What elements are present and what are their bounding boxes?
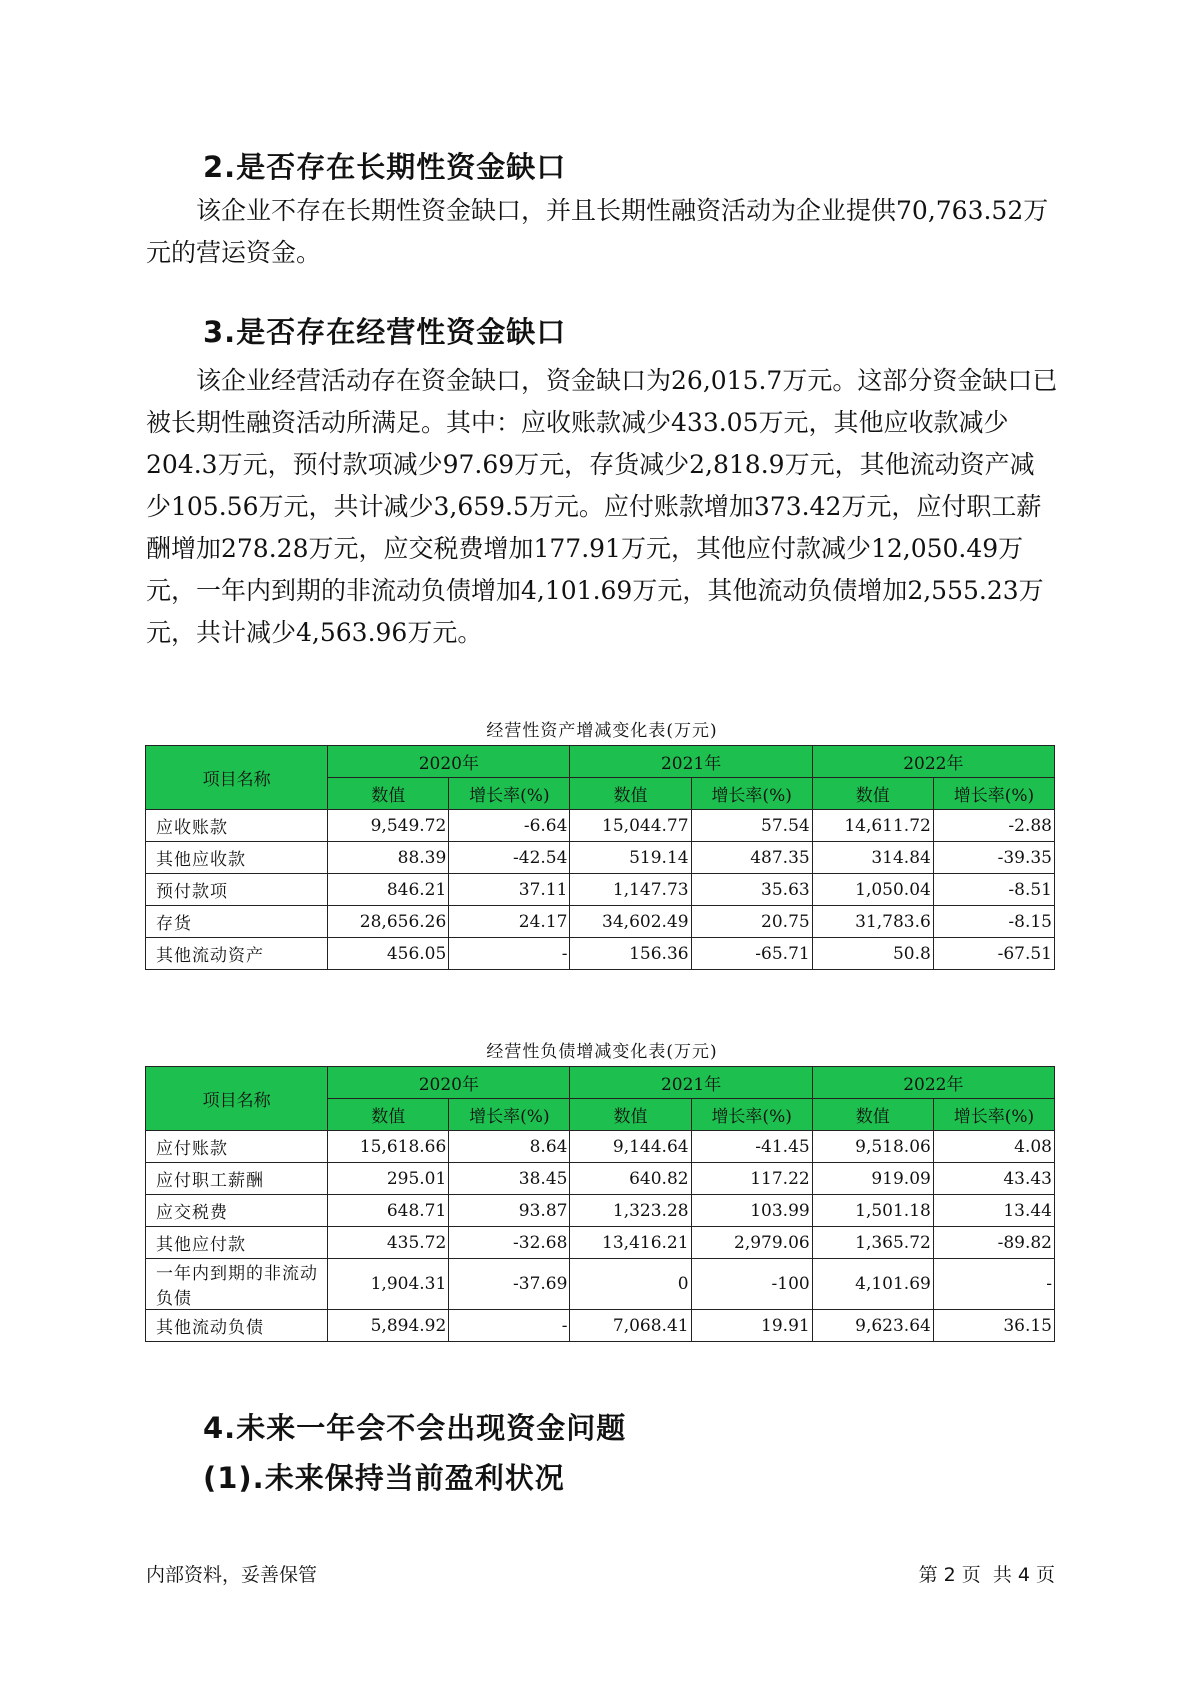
- section-2-heading: 2.是否存在长期性资金缺口: [203, 150, 567, 184]
- table-row: [146, 938, 1055, 970]
- item-name-header: 项目名称: [146, 746, 328, 810]
- growth-rate-cell: 38.45: [449, 1163, 570, 1195]
- value-header: 数值: [812, 778, 933, 810]
- section-2-paragraph: [146, 190, 1058, 274]
- row-item-name: 其他流动负债: [146, 1310, 328, 1342]
- value-cell: 314.84: [812, 842, 933, 874]
- growth-rate-header: 增长率(%): [933, 778, 1054, 810]
- year-header-2020: 2020年: [328, 1067, 570, 1099]
- section-3-heading: 3.是否存在经营性资金缺口: [203, 315, 567, 349]
- growth-rate-cell: 37.11: [449, 874, 570, 906]
- row-item-name: 应收账款: [146, 810, 328, 842]
- year-header-2021: 2021年: [570, 1067, 812, 1099]
- growth-rate-cell: -89.82: [933, 1227, 1054, 1259]
- item-name-header: 项目名称: [146, 1067, 328, 1131]
- row-item-name: 其他流动资产: [146, 938, 328, 970]
- value-cell: 519.14: [570, 842, 691, 874]
- value-cell: 7,068.41: [570, 1310, 691, 1342]
- liabilities-table-body: [146, 1131, 1055, 1342]
- table-row: [146, 842, 1055, 874]
- value-cell: 28,656.26: [328, 906, 449, 938]
- growth-rate-cell: 8.64: [449, 1131, 570, 1163]
- growth-rate-cell: 35.63: [691, 874, 812, 906]
- value-cell: 14,611.72: [812, 810, 933, 842]
- value-cell: 919.09: [812, 1163, 933, 1195]
- value-cell: 9,549.72: [328, 810, 449, 842]
- growth-rate-cell: 36.15: [933, 1310, 1054, 1342]
- value-cell: 1,904.31: [328, 1259, 449, 1310]
- value-cell: 15,044.77: [570, 810, 691, 842]
- growth-rate-cell: 43.43: [933, 1163, 1054, 1195]
- section-2-text: 该企业不存在长期性资金缺口，并且长期性融资活动为企业提供70,763.52万元的营运资金。: [146, 196, 1049, 267]
- assets-table-year-row: [146, 746, 1055, 778]
- growth-rate-cell: -37.69: [449, 1259, 570, 1310]
- row-item-name: 应付账款: [146, 1131, 328, 1163]
- year-header-2022: 2022年: [812, 746, 1054, 778]
- year-header-2022: 2022年: [812, 1067, 1054, 1099]
- table-row: [146, 1195, 1055, 1227]
- value-cell: 1,501.18: [812, 1195, 933, 1227]
- growth-rate-header: 增长率(%): [933, 1099, 1054, 1131]
- liabilities-table-caption: 经营性负债增减变化表(万元): [486, 1042, 718, 1062]
- growth-rate-cell: 24.17: [449, 906, 570, 938]
- value-cell: 456.05: [328, 938, 449, 970]
- growth-rate-cell: 2,979.06: [691, 1227, 812, 1259]
- growth-rate-cell: -42.54: [449, 842, 570, 874]
- row-item-name: 应交税费: [146, 1195, 328, 1227]
- table-row: [146, 906, 1055, 938]
- table-row: [146, 1163, 1055, 1195]
- value-cell: 1,050.04: [812, 874, 933, 906]
- section-3-paragraph: [146, 360, 1058, 654]
- table-row: [146, 1131, 1055, 1163]
- growth-rate-cell: 93.87: [449, 1195, 570, 1227]
- value-header: 数值: [570, 1099, 691, 1131]
- value-cell: 1,323.28: [570, 1195, 691, 1227]
- value-cell: 435.72: [328, 1227, 449, 1259]
- value-cell: 648.71: [328, 1195, 449, 1227]
- value-cell: 4,101.69: [812, 1259, 933, 1310]
- growth-rate-cell: -: [933, 1259, 1054, 1310]
- table-row: [146, 874, 1055, 906]
- growth-rate-header: 增长率(%): [691, 1099, 812, 1131]
- value-cell: 1,147.73: [570, 874, 691, 906]
- value-cell: 5,894.92: [328, 1310, 449, 1342]
- section-4-heading: 4.未来一年会不会出现资金问题: [203, 1411, 627, 1445]
- growth-rate-cell: -39.35: [933, 842, 1054, 874]
- value-cell: 31,783.6: [812, 906, 933, 938]
- growth-rate-cell: -41.45: [691, 1131, 812, 1163]
- growth-rate-header: 增长率(%): [691, 778, 812, 810]
- growth-rate-cell: 13.44: [933, 1195, 1054, 1227]
- liabilities-change-table: [145, 1066, 1055, 1342]
- growth-rate-cell: -: [449, 938, 570, 970]
- table-row: [146, 1227, 1055, 1259]
- value-cell: 50.8: [812, 938, 933, 970]
- row-item-name: 预付款项: [146, 874, 328, 906]
- growth-rate-cell: 19.91: [691, 1310, 812, 1342]
- growth-rate-cell: 57.54: [691, 810, 812, 842]
- table-row: [146, 1310, 1055, 1342]
- value-header: 数值: [812, 1099, 933, 1131]
- table-row: [146, 1259, 1055, 1310]
- growth-rate-cell: -: [449, 1310, 570, 1342]
- row-item-name: 存货: [146, 906, 328, 938]
- growth-rate-cell: -65.71: [691, 938, 812, 970]
- growth-rate-cell: 20.75: [691, 906, 812, 938]
- value-cell: 9,144.64: [570, 1131, 691, 1163]
- value-cell: 34,602.49: [570, 906, 691, 938]
- footer-page-number: 第 2 页 共 4 页: [918, 1564, 1055, 1586]
- growth-rate-cell: -67.51: [933, 938, 1054, 970]
- value-cell: 640.82: [570, 1163, 691, 1195]
- value-header: 数值: [328, 778, 449, 810]
- section-3-text: 该企业经营活动存在资金缺口，资金缺口为26,015.7万元。这部分资金缺口已被长期性融资活动所满足。其中：应收账款减少433.05万元，其他应收款减少204.3万元，预付款项减少97.69万元，存货减少2,818.9万元，其他流动资产减少105.56万元，共计减少3,659.5万元。应付账款增加373.42万元，应付职工薪酬增加278.28万元，应交税费增加177.91万元，其他应付款减少12,050.49万元，一年内到期的非流动负债增加4,101.69万元，其他流动负债增加2,555.23万元，共计减少4,563.96万元。: [146, 366, 1058, 647]
- year-header-2021: 2021年: [570, 746, 812, 778]
- growth-rate-header: 增长率(%): [449, 1099, 570, 1131]
- growth-rate-cell: -2.88: [933, 810, 1054, 842]
- growth-rate-cell: -8.15: [933, 906, 1054, 938]
- footer-confidential-note: 内部资料，妥善保管: [146, 1564, 318, 1586]
- row-item-name: 应付职工薪酬: [146, 1163, 328, 1195]
- value-cell: 15,618.66: [328, 1131, 449, 1163]
- value-cell: 0: [570, 1259, 691, 1310]
- value-header: 数值: [328, 1099, 449, 1131]
- growth-rate-cell: 103.99: [691, 1195, 812, 1227]
- assets-table-caption: 经营性资产增减变化表(万元): [486, 721, 718, 741]
- value-header: 数值: [570, 778, 691, 810]
- value-cell: 9,518.06: [812, 1131, 933, 1163]
- value-cell: 846.21: [328, 874, 449, 906]
- assets-change-table: [145, 745, 1055, 970]
- growth-rate-cell: -32.68: [449, 1227, 570, 1259]
- growth-rate-cell: -8.51: [933, 874, 1054, 906]
- row-item-name: 其他应收款: [146, 842, 328, 874]
- value-cell: 1,365.72: [812, 1227, 933, 1259]
- value-cell: 156.36: [570, 938, 691, 970]
- row-item-name: 一年内到期的非流动负债: [146, 1259, 328, 1310]
- liabilities-table-year-row: [146, 1067, 1055, 1099]
- section-4-subheading: (1).未来保持当前盈利状况: [203, 1461, 565, 1495]
- growth-rate-cell: -100: [691, 1259, 812, 1310]
- growth-rate-cell: -6.64: [449, 810, 570, 842]
- value-cell: 9,623.64: [812, 1310, 933, 1342]
- year-header-2020: 2020年: [328, 746, 570, 778]
- growth-rate-header: 增长率(%): [449, 778, 570, 810]
- growth-rate-cell: 117.22: [691, 1163, 812, 1195]
- assets-table-body: [146, 810, 1055, 970]
- growth-rate-cell: 4.08: [933, 1131, 1054, 1163]
- row-item-name: 其他应付款: [146, 1227, 328, 1259]
- growth-rate-cell: 487.35: [691, 842, 812, 874]
- value-cell: 295.01: [328, 1163, 449, 1195]
- table-row: [146, 810, 1055, 842]
- value-cell: 88.39: [328, 842, 449, 874]
- value-cell: 13,416.21: [570, 1227, 691, 1259]
